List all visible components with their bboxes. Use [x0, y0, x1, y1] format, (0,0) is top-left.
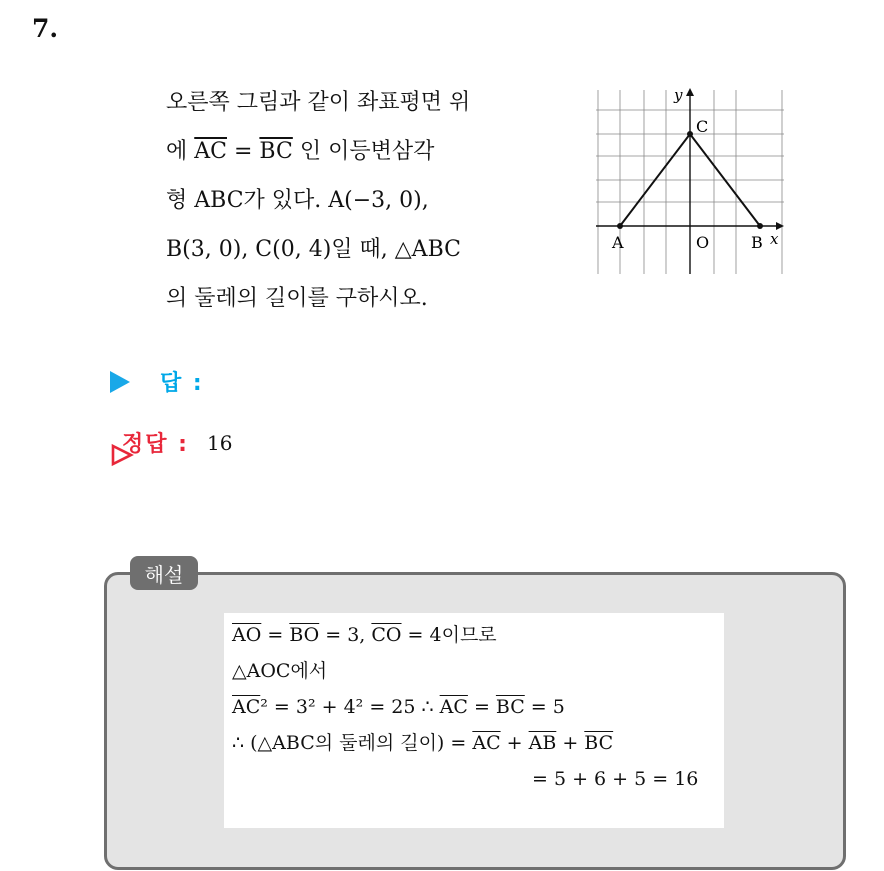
coordinate-figure [594, 84, 786, 276]
solution-line-1 [232, 617, 716, 653]
problem-line-2 [166, 127, 586, 176]
point-a-dot [617, 223, 623, 229]
solution-line-1-mid: = 3, [319, 624, 372, 646]
solution-line-2: △AOC에서 [232, 660, 328, 682]
segment-ac: $\overline{AC}$ [232, 696, 261, 718]
problem-line-2-post: 인 이등변삼각 [292, 139, 435, 164]
equals-sign: = [261, 624, 290, 646]
segment-ac: $\overline{AC}$ [472, 732, 501, 754]
point-b-dot [757, 223, 763, 229]
y-axis-arrow [686, 88, 694, 96]
segment-ac: $\overline{AC}$ [194, 139, 227, 164]
point-o-label: O [696, 233, 710, 252]
y-axis-label: y [674, 86, 683, 104]
question-number: 7. [32, 14, 59, 43]
problem-line-5: 의 둘레의 길이를 구하시오. [166, 286, 428, 311]
solution-line-5: = 5 + 6 + 5 = 16 [532, 768, 699, 790]
solution-tab: 해설 [130, 556, 198, 590]
segment-bo: $\overline{BO}$ [289, 624, 320, 646]
point-a-label: A [612, 233, 624, 252]
problem-text [166, 78, 586, 323]
solution-line-3 [232, 689, 716, 725]
problem-line-4: B(3, 0), C(0, 4)일 때, △ABC [166, 237, 461, 262]
problem-line-2-pre: 에 [166, 139, 195, 164]
solution-line-4-pre: ∴ (△ABC의 둘레의 길이) = [232, 732, 473, 754]
answer-row [110, 366, 222, 397]
solution-line-3-mid: ² = 3² + 4² = 25 ∴ [260, 696, 440, 718]
segment-co: $\overline{CO}$ [371, 624, 402, 646]
play-arrow-icon [110, 371, 130, 393]
solution-line-3-post: = 5 [524, 696, 565, 718]
plus-sign: + [500, 732, 529, 754]
plus-sign: + [556, 732, 585, 754]
segment-bc: $\overline{BC}$ [259, 139, 293, 164]
problem-line-1: 오른쪽 그림과 같이 좌표평면 위 [166, 90, 471, 115]
point-c-dot [687, 131, 693, 137]
segment-bc: $\overline{BC}$ [584, 732, 614, 754]
point-c-label: C [696, 117, 709, 136]
solution-line-4 [232, 725, 716, 761]
solution-content [224, 613, 724, 828]
segment-ab: $\overline{AB}$ [528, 732, 557, 754]
point-b-label: B [751, 233, 763, 252]
problem-line-3: 형 ABC가 있다. A(−3, 0), [166, 188, 429, 213]
equals-sign: = [226, 139, 260, 164]
correct-answer-value: 16 [206, 430, 233, 455]
segment-bc: $\overline{BC}$ [495, 696, 525, 718]
correct-answer-row [110, 427, 232, 458]
segment-ao: $\overline{AO}$ [232, 624, 262, 646]
correct-answer-label: 정답 : [122, 432, 189, 457]
x-axis-label: x [770, 230, 779, 248]
equals-sign: = [467, 696, 496, 718]
x-axis-arrow [776, 222, 784, 230]
answer-label: 답 : [160, 371, 204, 396]
solution-line-1-post: = 4이므로 [401, 624, 497, 646]
segment-ac: $\overline{AC}$ [439, 696, 468, 718]
